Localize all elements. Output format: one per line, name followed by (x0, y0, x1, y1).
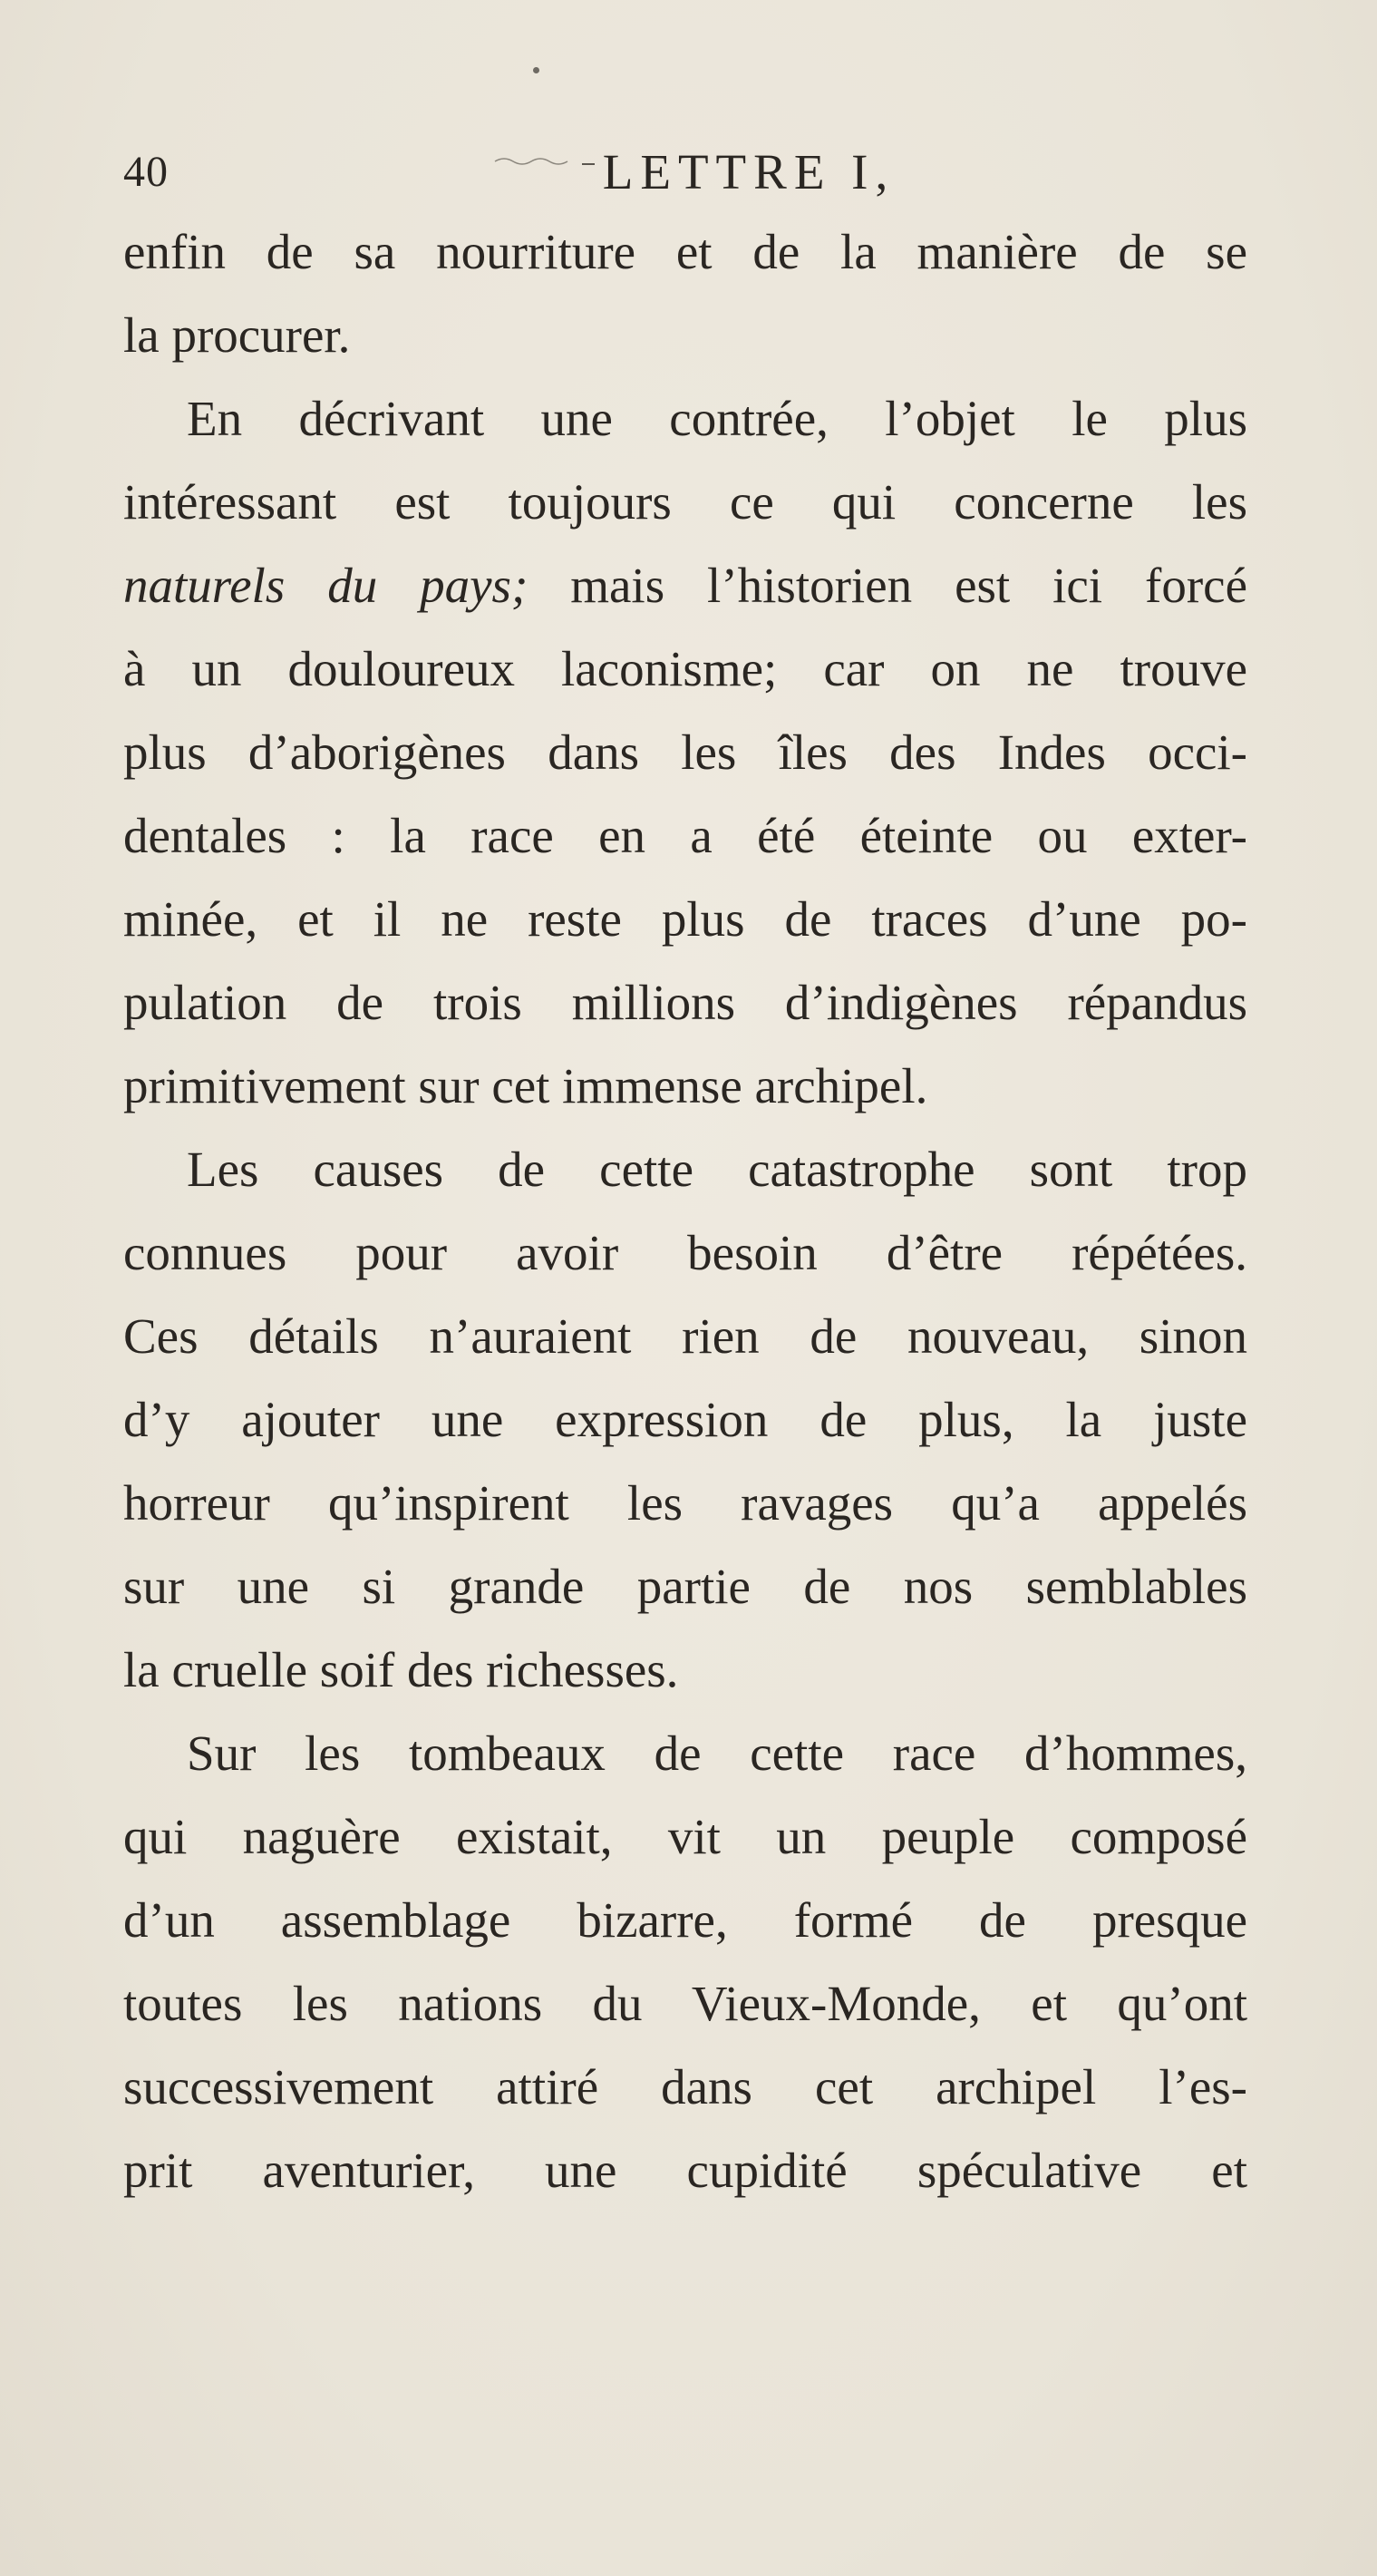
page-number: 40 (123, 148, 169, 196)
text-line: minée, et il ne reste plus de traces d’une po- (123, 891, 1247, 947)
text-line (123, 544, 1247, 627)
text-line: la cruelle soif des richesses. (123, 1642, 679, 1697)
text-line: horreur qu’inspirent les ravages qu’a appelés (123, 1475, 1247, 1531)
text-line: En décrivant une contrée, l’objet le plus (187, 391, 1247, 446)
text-line: à un douloureux laconisme; car on ne trouve (123, 641, 1247, 696)
ink-speck (533, 67, 539, 73)
line-text: mais l’historien est ici forcé (528, 558, 1247, 613)
text-line: Sur les tombeaux de cette race d’hommes, (187, 1725, 1247, 1781)
text-line: d’y ajouter une expression de plus, la juste (123, 1392, 1247, 1447)
text-line: d’un assemblage bizarre, formé de presque (123, 1892, 1247, 1948)
running-head: LETTRE I, (602, 144, 896, 199)
text-line: successivement attiré dans cet archipel l’es- (123, 2059, 1247, 2114)
text-line: prit aventurier, une cupidité spéculative et (123, 2143, 1247, 2198)
body-text (123, 210, 1247, 2212)
page-header (123, 136, 1247, 218)
text-line: enfin de sa nourriture et de la manière de se (123, 224, 1247, 279)
text-line: Les causes de cette catastrophe sont trop (187, 1142, 1247, 1197)
text-line: qui naguère existait, vit un peuple composé (123, 1809, 1247, 1864)
text-line: plus d’aborigènes dans les îles des Indes occi- (123, 724, 1247, 780)
text-line: sur une si grande partie de nos semblables (123, 1559, 1247, 1614)
text-line: pulation de trois millions d’indigènes répandus (123, 975, 1247, 1030)
text-line: Ces détails n’auraient rien de nouveau, sinon (123, 1308, 1247, 1364)
text-line: dentales : la race en a été éteinte ou exter- (123, 808, 1247, 863)
text-line: la procurer. (123, 307, 351, 363)
text-line: connues pour avoir besoin d’être répétées. (123, 1225, 1247, 1280)
text-line: toutes les nations du Vieux-Monde, et qu’ont (123, 1976, 1247, 2031)
text-line: intéressant est toujours ce qui concerne les (123, 474, 1247, 530)
italic-phrase: naturels du pays; (123, 558, 528, 613)
text-line: primitivement sur cet immense archipel. (123, 1058, 928, 1113)
